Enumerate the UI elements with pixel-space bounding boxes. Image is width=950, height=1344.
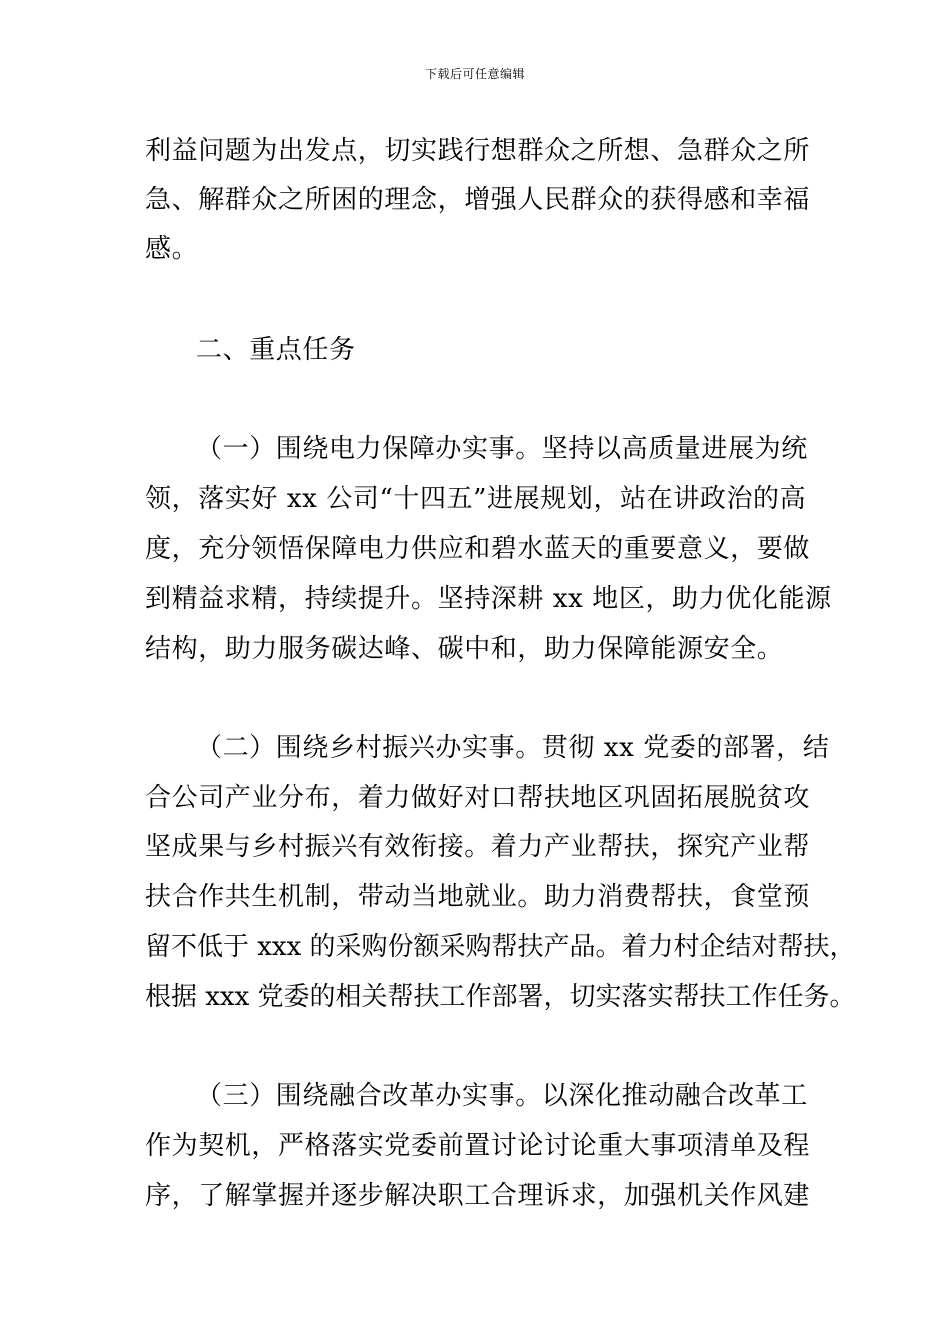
paragraph-line: 序，了解掌握并逐步解决职工合理诉求，加强机关作风建 [145,1181,811,1211]
paragraph-line: （一）围绕电力保障办实事。坚持以高质量进展为统 [196,434,808,464]
paragraph-line: 急、解群众之所困的理念，增强人民群众的获得感和幸福 [145,185,811,215]
paragraph-line: 合公司产业分布，着力做好对口帮扶地区巩固拓展脱贫攻 [145,783,811,813]
paragraph-line: 领，落实好 xx 公司“十四五”进展规划，站在讲政治的高 [145,484,807,514]
paragraph-line: 扶合作共生机制，带动当地就业。助力消费帮扶，食堂预 [145,882,811,912]
paragraph-line: 坚成果与乡村振兴有效衔接。着力产业帮扶，探究产业帮 [145,832,811,862]
page-header: 下载后可任意编辑 [424,67,525,81]
paragraph-line: 留不低于 xxx 的采购份额采购帮扶产品。着力村企结对帮扶， [145,932,856,962]
paragraph-line: 度，充分领悟保障电力供应和碧水蓝天的重要意义，要做 [145,534,811,564]
paragraph-line: 作为契机，严格落实党委前置讨论讨论重大事项清单及程 [145,1131,811,1161]
paragraph-line: 结构，助力服务碳达峰、碳中和，助力保障能源安全。 [145,634,784,664]
paragraph-line: 感。 [145,234,199,264]
paragraph-line: 根据 xxx 党委的相关帮扶工作部署，切实落实帮扶工作任务。 [145,982,856,1012]
paragraph-line: 利益问题为出发点，切实践行想群众之所想、急群众之所 [145,136,811,166]
section-heading: 二、重点任务 [196,335,356,365]
paragraph-line: （三）围绕融合改革办实事。以深化推动融合改革工 [196,1081,808,1111]
paragraph-line: 到精益求精，持续提升。坚持深耕 xx 地区，助力优化能源 [145,584,832,614]
paragraph-line: （二）围绕乡村振兴办实事。贯彻 xx 党委的部署，结 [196,733,830,763]
